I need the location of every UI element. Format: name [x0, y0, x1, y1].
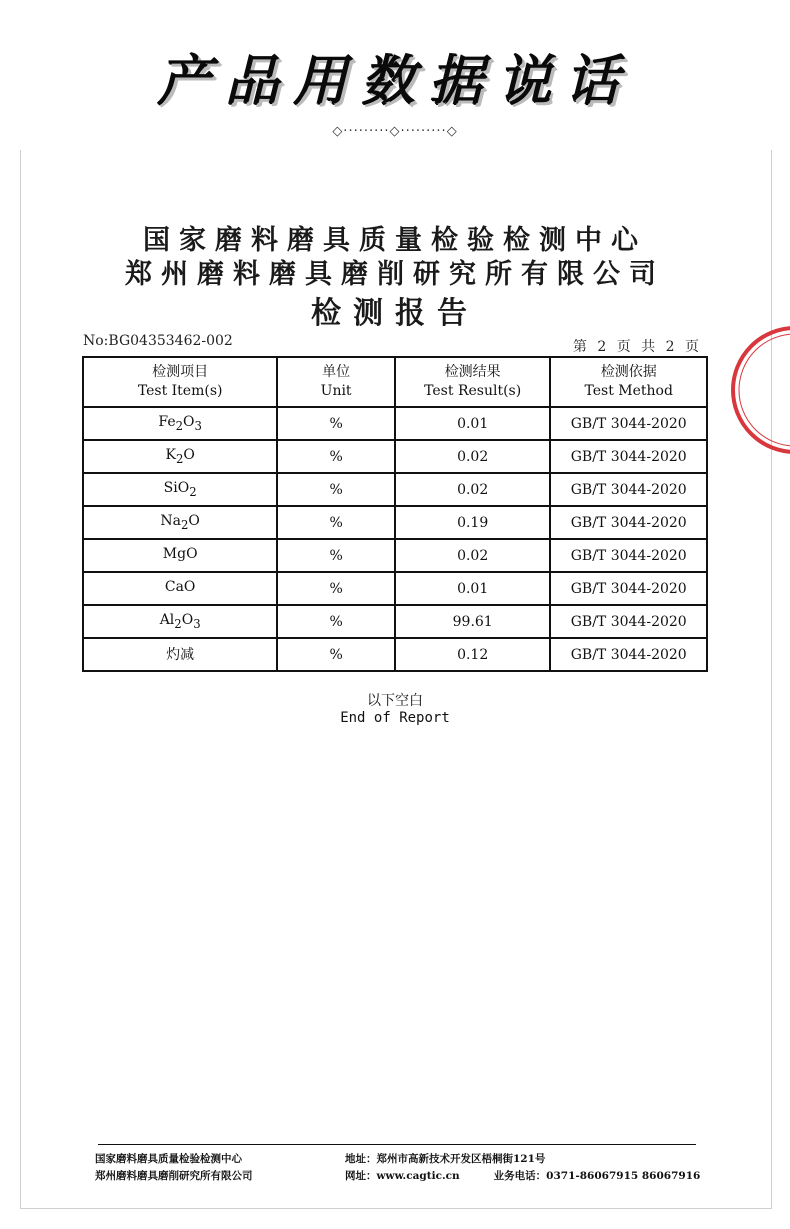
promo-banner [0, 0, 790, 150]
method-cell: GB/T 3044-2020 [550, 506, 707, 539]
result-cell: 0.01 [395, 407, 551, 440]
result-cell: 0.12 [395, 638, 551, 671]
item-cell: MgO [83, 539, 277, 572]
table-row [83, 605, 707, 638]
unit-cell: % [277, 638, 395, 671]
seal-ring [733, 328, 790, 452]
unit-cell: % [277, 506, 395, 539]
item-cell: 灼减 [83, 638, 277, 671]
result-cell: 99.61 [395, 605, 551, 638]
decorative-divider: ◇·········◇·········◇ [332, 124, 458, 139]
header-test-item: 检测项目 Test Item(s) [83, 357, 277, 407]
result-cell: 0.02 [395, 473, 551, 506]
unit-cell: % [277, 605, 395, 638]
official-seal [700, 320, 790, 460]
unit-cell: % [277, 539, 395, 572]
method-cell: GB/T 3044-2020 [550, 605, 707, 638]
report-title: 检测报告 [311, 296, 479, 331]
report-number: No:BG04353462-002 [83, 333, 233, 349]
page-info: 第 2 页 共 2 页 [572, 339, 702, 355]
footer-divider [98, 1144, 696, 1145]
unit-cell: % [277, 473, 395, 506]
result-cell: 0.02 [395, 539, 551, 572]
footer-org: 国家磨料磨具质量检验检测中心 郑州磨料磨具磨削研究所有限公司 [95, 1153, 253, 1182]
unit-cell: % [277, 407, 395, 440]
footer-phone: 业务电话：0371-86067915 86067916 [493, 1170, 701, 1182]
table-row [83, 407, 707, 440]
table-row [83, 506, 707, 539]
banner-title: 产品用数据说话 [157, 49, 633, 112]
item-cell: CaO [83, 572, 277, 605]
end-of-report-cn: 以下空白 [367, 693, 423, 709]
result-cell: 0.19 [395, 506, 551, 539]
method-cell: GB/T 3044-2020 [550, 473, 707, 506]
item-cell: $Na_2O$ [83, 506, 277, 539]
header-test-result: 检测结果 Test Result(s) [395, 357, 551, 407]
method-cell: GB/T 3044-2020 [550, 638, 707, 671]
method-cell: GB/T 3044-2020 [550, 572, 707, 605]
method-cell: GB/T 3044-2020 [550, 539, 707, 572]
table-row [83, 572, 707, 605]
method-cell: GB/T 3044-2020 [550, 407, 707, 440]
header-unit: 单位 Unit [277, 357, 395, 407]
footer-contact [345, 1151, 700, 1185]
footer-address: 地址：郑州市高新技术开发区梧桐街121号 [345, 1153, 546, 1165]
item-cell: $Fe_2O_3$ [83, 407, 277, 440]
end-of-report-en: End of Report [340, 710, 450, 726]
results-table [82, 356, 708, 672]
result-cell: 0.02 [395, 440, 551, 473]
unit-cell: % [277, 440, 395, 473]
unit-cell: % [277, 572, 395, 605]
header-test-method: 检测依据 Test Method [550, 357, 707, 407]
table-row [83, 539, 707, 572]
method-cell: GB/T 3044-2020 [550, 440, 707, 473]
table-row [83, 638, 707, 671]
item-cell: SiO$_2$ [83, 473, 277, 506]
item-cell: $K_2O$ [83, 440, 277, 473]
table-row [83, 473, 707, 506]
org-name-line1: 国家磨料磨具质量检验检测中心 [143, 225, 647, 256]
org-name-line2: 郑州磨料磨具磨削研究所有限公司 [125, 259, 665, 290]
table-header-row [83, 357, 707, 407]
result-cell: 0.01 [395, 572, 551, 605]
footer-website: 网址：www.cagtic.cn [345, 1170, 460, 1182]
table-row [83, 440, 707, 473]
item-cell: $Al_2O_3$ [83, 605, 277, 638]
